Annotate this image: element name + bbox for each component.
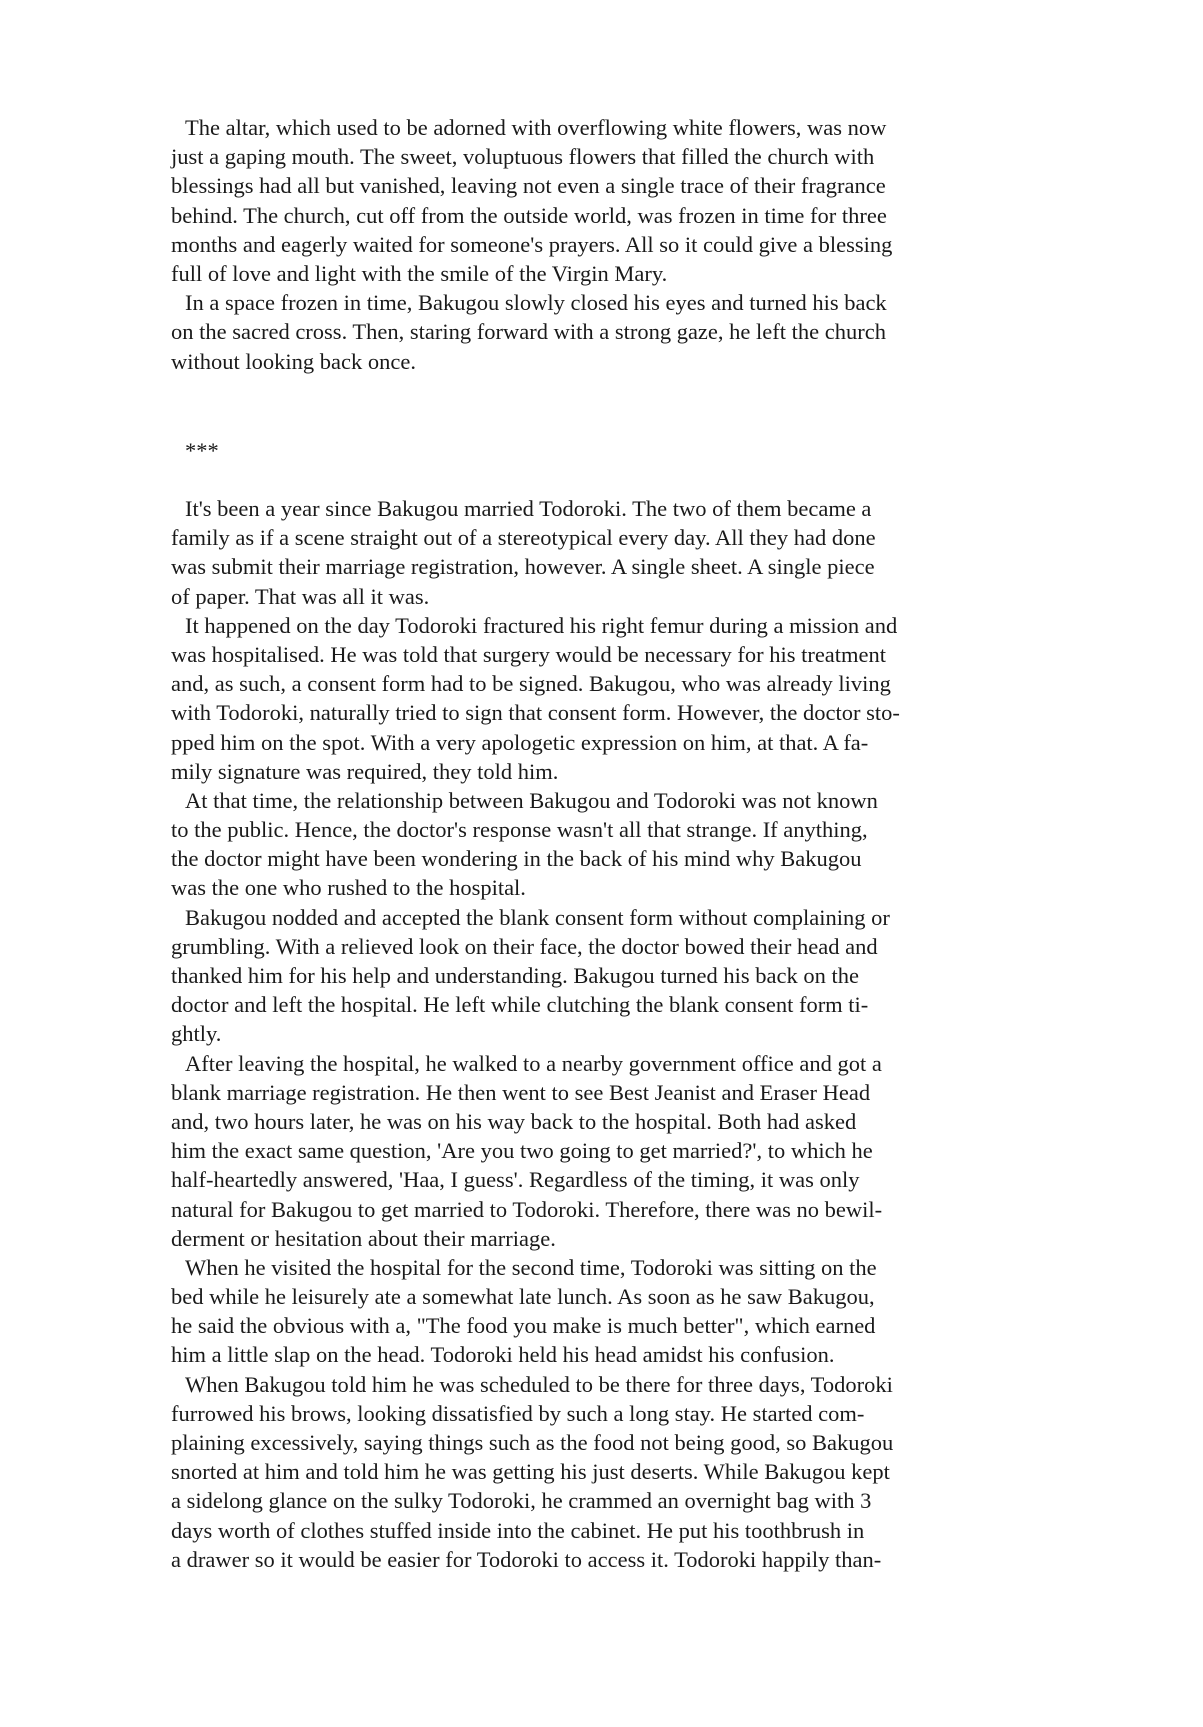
text-line: full of love and light with the smile of the Virgin Mary. [171, 260, 668, 286]
text-line: to the public. Hence, the doctor's response wasn't all that strange. If anything, [171, 817, 868, 843]
text-line: When he visited the hospital for the second time, Todoroki was sitting on the [185, 1254, 877, 1280]
text-line: a sidelong glance on the sulky Todoroki, he crammed an overnight bag with 3 [171, 1488, 872, 1514]
text-line: ghtly. [171, 1021, 222, 1047]
text-line: a drawer so it would be easier for Todoroki to access it. Todoroki happily than- [171, 1546, 882, 1572]
text-line: half-heartedly answered, 'Haa, I guess'. Regardless of the timing, it was only [171, 1167, 860, 1193]
text-line: When Bakugou told him he was scheduled to be there for three days, Todoroki [185, 1371, 893, 1397]
text-line: mily signature was required, they told him. [171, 758, 559, 784]
text-line: At that time, the relationship between Bakugou and Todoroki was not known [185, 787, 878, 813]
text-line: behind. The church, cut off from the outside world, was frozen in time for three [171, 202, 887, 228]
text-line: blessings had all but vanished, leaving not even a single trace of their fragrance [171, 173, 886, 199]
text-line: without looking back once. [171, 348, 416, 374]
text-line: of paper. That was all it was. [171, 583, 430, 609]
text-line: The altar, which used to be adorned with overflowing white flowers, was now [185, 115, 887, 140]
text-line: doctor and left the hospital. He left while clutching the blank consent form ti- [171, 992, 869, 1018]
text-line: with Todoroki, naturally tried to sign that consent form. However, the doctor sto- [171, 700, 900, 726]
text-line: just a gaping mouth. The sweet, voluptuous flowers that filled the church with [171, 144, 875, 170]
text-line: was submit their marriage registration, however. A single sheet. A single piece [171, 554, 875, 580]
paragraph-group-church [171, 113, 1031, 376]
text-line: bed while he leisurely ate a somewhat late lunch. As soon as he saw Bakugou, [171, 1284, 875, 1310]
text-line: After leaving the hospital, he walked to a nearby government office and got a [185, 1050, 882, 1076]
text-line: derment or hesitation about their marriage. [171, 1225, 556, 1251]
text-line: him a little slap on the head. Todoroki held his head amidst his confusion. [171, 1342, 835, 1368]
text-line: Bakugou nodded and accepted the blank consent form without complaining or [185, 904, 890, 930]
text-line: grumbling. With a relieved look on their face, the doctor bowed their head and [171, 933, 878, 959]
text-line: he said the obvious with a, "The food you make is much better", which earned [171, 1313, 876, 1339]
text-line: pped him on the spot. With a very apologetic expression on him, at that. A fa- [171, 729, 869, 755]
text-line: was the one who rushed to the hospital. [171, 875, 526, 901]
text-line: on the sacred cross. Then, staring forward with a strong gaze, he left the church [171, 319, 886, 345]
text-line: plaining excessively, saying things such as the food not being good, so Bakugou [171, 1430, 894, 1455]
text-line: In a space frozen in time, Bakugou slowly closed his eyes and turned his back [185, 290, 887, 316]
text-line: It's been a year since Bakugou married Todoroki. The two of them became a [185, 496, 872, 521]
text-line: days worth of clothes stuffed inside into the cabinet. He put his toothbrush in [171, 1517, 865, 1543]
scene-break-marker: *** [185, 438, 219, 463]
text-line: him the exact same question, 'Are you two going to get married?', to which he [171, 1138, 873, 1164]
text-line: blank marriage registration. He then went to see Best Jeanist and Eraser Head [171, 1079, 871, 1105]
text-line: natural for Bakugou to get married to Todoroki. Therefore, there was no bewil- [171, 1196, 883, 1222]
text-line: and, two hours later, he was on his way back to the hospital. Both had asked [171, 1108, 857, 1134]
text-line: It happened on the day Todoroki fractured his right femur during a mission and [185, 612, 898, 638]
text-line: months and eagerly waited for someone's prayers. All so it could give a blessing [171, 231, 893, 257]
text-line: the doctor might have been wondering in the back of his mind why Bakugou [171, 846, 862, 872]
text-line: was hospitalised. He was told that surgery would be necessary for his treatment [171, 641, 887, 667]
text-line: family as if a scene straight out of a stereotypical every day. All they had done [171, 525, 876, 551]
text-line: and, as such, a consent form had to be signed. Bakugou, who was already living [171, 671, 891, 697]
paragraph-group-marriage [171, 494, 1031, 1574]
text-line: furrowed his brows, looking dissatisfied by such a long stay. He started com- [171, 1400, 865, 1426]
text-line: thanked him for his help and understanding. Bakugou turned his back on the [171, 963, 859, 988]
text-line: snorted at him and told him he was getting his just deserts. While Bakugou kept [171, 1459, 890, 1485]
scene-break [171, 436, 1031, 465]
